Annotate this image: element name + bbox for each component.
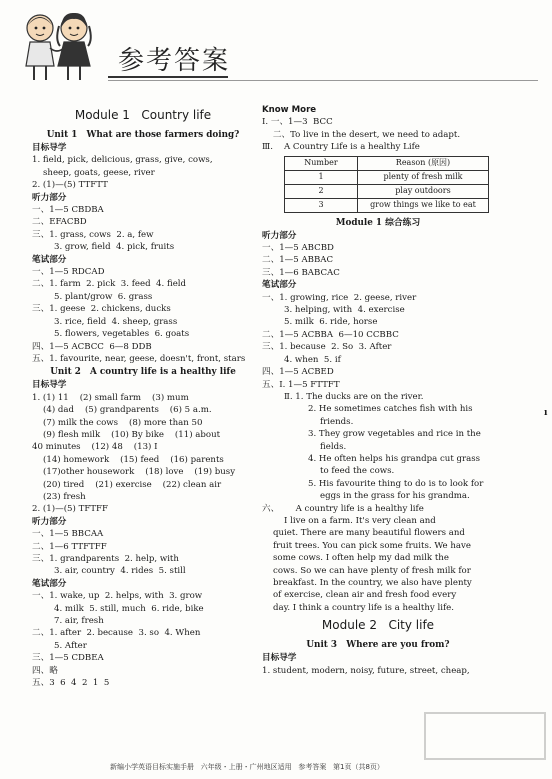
answer-line: friends. bbox=[320, 416, 354, 427]
unit-title: Module 1 综合练习 bbox=[335, 217, 421, 228]
answer-line: Ⅱ. 1. The ducks are on the river. bbox=[284, 391, 424, 402]
table-cell: grow things we like to eat bbox=[358, 198, 489, 212]
table-row bbox=[285, 198, 489, 212]
answer-line: 3. rice, field 4. sheep, grass bbox=[54, 316, 178, 327]
know-more-section bbox=[262, 104, 494, 154]
answer-line: breakfast. In the country, we also have plenty bbox=[273, 578, 472, 588]
answer-line: I live on a farm. It's very clean and bbox=[284, 515, 436, 526]
answer-line: (17)other housework (18) love (19) busy bbox=[43, 467, 236, 478]
answer-line: 二、1—6 TTFTFF bbox=[32, 541, 107, 552]
answer-line: sheep, goats, geese, river bbox=[43, 167, 155, 178]
header-rule bbox=[108, 80, 538, 81]
section-heading: 笔试部分 bbox=[32, 254, 67, 265]
unit-title: Unit 3 Where are you from? bbox=[306, 640, 450, 651]
answer-line: 1. field, pick, delicious, grass, give, cows, bbox=[32, 155, 213, 166]
table-header-number: Number bbox=[285, 156, 358, 170]
answer-line: 1. student, modern, noisy, future, street, cheap, bbox=[262, 665, 470, 676]
answer-line: (4) dad (5) grandparents (6) 5 a.m. bbox=[43, 405, 212, 416]
answer-line: 五、1. favourite, near, geese, doesn't, front, stars bbox=[32, 353, 246, 364]
answer-line: (14) homework (15) feed (16) parents bbox=[43, 454, 224, 465]
section-heading: 听力部分 bbox=[262, 230, 297, 241]
table-cell: 3 bbox=[285, 198, 358, 212]
answer-line: 3. They grow vegetables and rice in the bbox=[308, 429, 481, 440]
answer-line: 5. plant/grow 6. grass bbox=[54, 291, 153, 302]
answer-line: 一、1—5 CBDBA bbox=[32, 205, 104, 216]
answer-line: 2. (1)—(5) TTFTT bbox=[32, 180, 108, 191]
answer-line: 二、1—5 ABBAC bbox=[262, 255, 334, 266]
answer-line: 7. air, fresh bbox=[54, 616, 104, 627]
module1-review-section bbox=[262, 216, 494, 677]
section-heading: 目标导学 bbox=[32, 143, 67, 153]
table-header-reason: Reason (原因) bbox=[358, 156, 489, 170]
answer-line: (7) milk the cows (8) more than 50 bbox=[43, 417, 203, 428]
answer-line: 一、1. growing, rice 2. geese, river bbox=[262, 292, 417, 303]
answer-line: 三、1. grandparents 2. help, with bbox=[32, 554, 179, 564]
section-heading: 目标导学 bbox=[262, 653, 297, 664]
page-title: 参考答案 bbox=[118, 46, 231, 76]
section-heading: 目标导学 bbox=[32, 380, 67, 391]
answer-line: 5. milk 6. ride, horse bbox=[284, 317, 378, 328]
answer-line: 3. air, country 4. rides 5. still bbox=[54, 566, 186, 577]
answer-line: 六、 A country life is a healthy life bbox=[262, 503, 424, 514]
section-heading: 听力部分 bbox=[32, 516, 67, 527]
module-title: Module 1 Country life bbox=[74, 108, 212, 122]
answer-line: 三、1—5 CDBEA bbox=[32, 653, 104, 664]
watermark-stamp bbox=[424, 712, 546, 760]
answer-line: (9) flesh milk (10) By bike (11) about bbox=[43, 429, 221, 440]
reason-table bbox=[284, 156, 489, 213]
answer-line: (23) fresh bbox=[43, 491, 86, 502]
answer-line: 一、1—5 RDCAD bbox=[32, 267, 105, 278]
answer-line: 3. grow, field 4. pick, fruits bbox=[54, 242, 175, 253]
margin-mark: ı bbox=[544, 408, 548, 418]
section-heading: 笔试部分 bbox=[262, 280, 297, 291]
answer-line: 二、1—5 ACBBA 6—10 CCBBC bbox=[262, 329, 399, 340]
answer-line: 4. He often helps his grandpa cut grass bbox=[308, 453, 481, 464]
unit-title: Unit 2 A country life is a healthy life bbox=[50, 367, 236, 378]
answer-line: 五、Ⅰ. 1—5 FTTFT bbox=[262, 379, 340, 390]
table-cell: 1 bbox=[285, 170, 358, 184]
left-column bbox=[32, 104, 254, 689]
answer-line: to feed the cows. bbox=[320, 466, 395, 477]
answer-line: 一、1—5 ABCBD bbox=[262, 243, 334, 254]
answer-line: 二、1. farm 2. pick 3. feed 4. field bbox=[32, 279, 187, 290]
answer-line: Ⅰ. 一、1—3 BCC bbox=[262, 117, 333, 128]
section-heading: 听力部分 bbox=[32, 192, 67, 203]
answer-line: fruit trees. You can pick some fruits. We have bbox=[273, 540, 471, 551]
unit-title: Unit 1 What are those farmers doing? bbox=[46, 130, 240, 140]
answer-line: 5. After bbox=[54, 640, 87, 651]
answer-line: 三、1. because 2. So 3. After bbox=[262, 342, 392, 353]
section-heading: Know More bbox=[262, 105, 317, 115]
answer-line: day. I think a country life is a healthy life. bbox=[273, 602, 455, 613]
answer-line: 二、EFACBD bbox=[32, 217, 87, 228]
table-row bbox=[285, 170, 489, 184]
answer-line: 3. helping, with 4. exercise bbox=[284, 305, 405, 316]
answer-line: (20) tired (21) exercise (22) clean air bbox=[43, 479, 222, 490]
page-header bbox=[0, 0, 552, 92]
answer-line: eggs in the grass for his grandma. bbox=[320, 491, 470, 502]
answer-line: 一、1. wake, up 2. helps, with 3. grow bbox=[32, 591, 203, 602]
answer-line: 五、3 6 4 2 1 5 bbox=[32, 678, 110, 689]
table-header-row bbox=[285, 156, 489, 170]
answer-line: 二、To live in the desert, we need to adapt. bbox=[262, 129, 461, 140]
table-row bbox=[285, 184, 489, 198]
answer-line: 二、1. after 2. because 3. so 4. When bbox=[32, 628, 201, 639]
answer-line: 40 minutes (12) 48 (13) I bbox=[32, 442, 158, 453]
table-cell: play outdoors bbox=[358, 184, 489, 198]
answer-line: 2. (1)—(5) TFTFF bbox=[32, 504, 108, 515]
answer-line: fields. bbox=[320, 441, 347, 452]
answer-line: 三、1—6 BABCAC bbox=[262, 267, 340, 278]
answer-line: cows. So we can have plenty of fresh milk for bbox=[273, 565, 471, 576]
answer-line: 1. (1) 11 (2) small farm (3) mum bbox=[32, 392, 189, 403]
table-cell: plenty of fresh milk bbox=[358, 170, 489, 184]
module-title: Module 2 City life bbox=[321, 618, 435, 633]
answer-line: 5. flowers, vegetables 6. goats bbox=[54, 329, 190, 340]
right-column bbox=[262, 104, 494, 677]
children-logo-icon bbox=[12, 6, 100, 86]
answer-line: 4. when 5. if bbox=[284, 354, 341, 365]
page-footer: 新编小学英语目标实施手册 六年级・上册・广州地区适用 参考答案 第1页（共8页） bbox=[110, 763, 384, 771]
answer-line: 四、略 bbox=[32, 665, 58, 676]
answer-line: 一、1—5 BBCAA bbox=[32, 529, 104, 540]
answer-line: 三、1. geese 2. chickens, ducks bbox=[32, 304, 171, 315]
answer-line: 三、1. grass, cows 2. a, few bbox=[32, 229, 154, 240]
answer-line: 四、1—5 ACBED bbox=[262, 367, 334, 378]
answer-line: 2. He sometimes catches fish with his bbox=[308, 404, 473, 415]
section-heading: 笔试部分 bbox=[32, 578, 67, 589]
answer-line: 5. His favourite thing to do is to look for bbox=[308, 478, 484, 489]
answer-line: some cows. I often help my dad milk the bbox=[273, 553, 449, 564]
answer-line: quiet. There are many beautiful flowers and bbox=[273, 528, 465, 539]
answer-line: 四、1—5 ACBCC 6—8 DDB bbox=[32, 341, 152, 352]
answer-line: of exercise, clean air and fresh food every bbox=[273, 590, 457, 601]
answer-line: 4. milk 5. still, much 6. ride, bike bbox=[54, 603, 204, 614]
table-cell: 2 bbox=[285, 184, 358, 198]
answer-line: Ⅲ. A Country Life is a healthy Life bbox=[262, 142, 420, 153]
